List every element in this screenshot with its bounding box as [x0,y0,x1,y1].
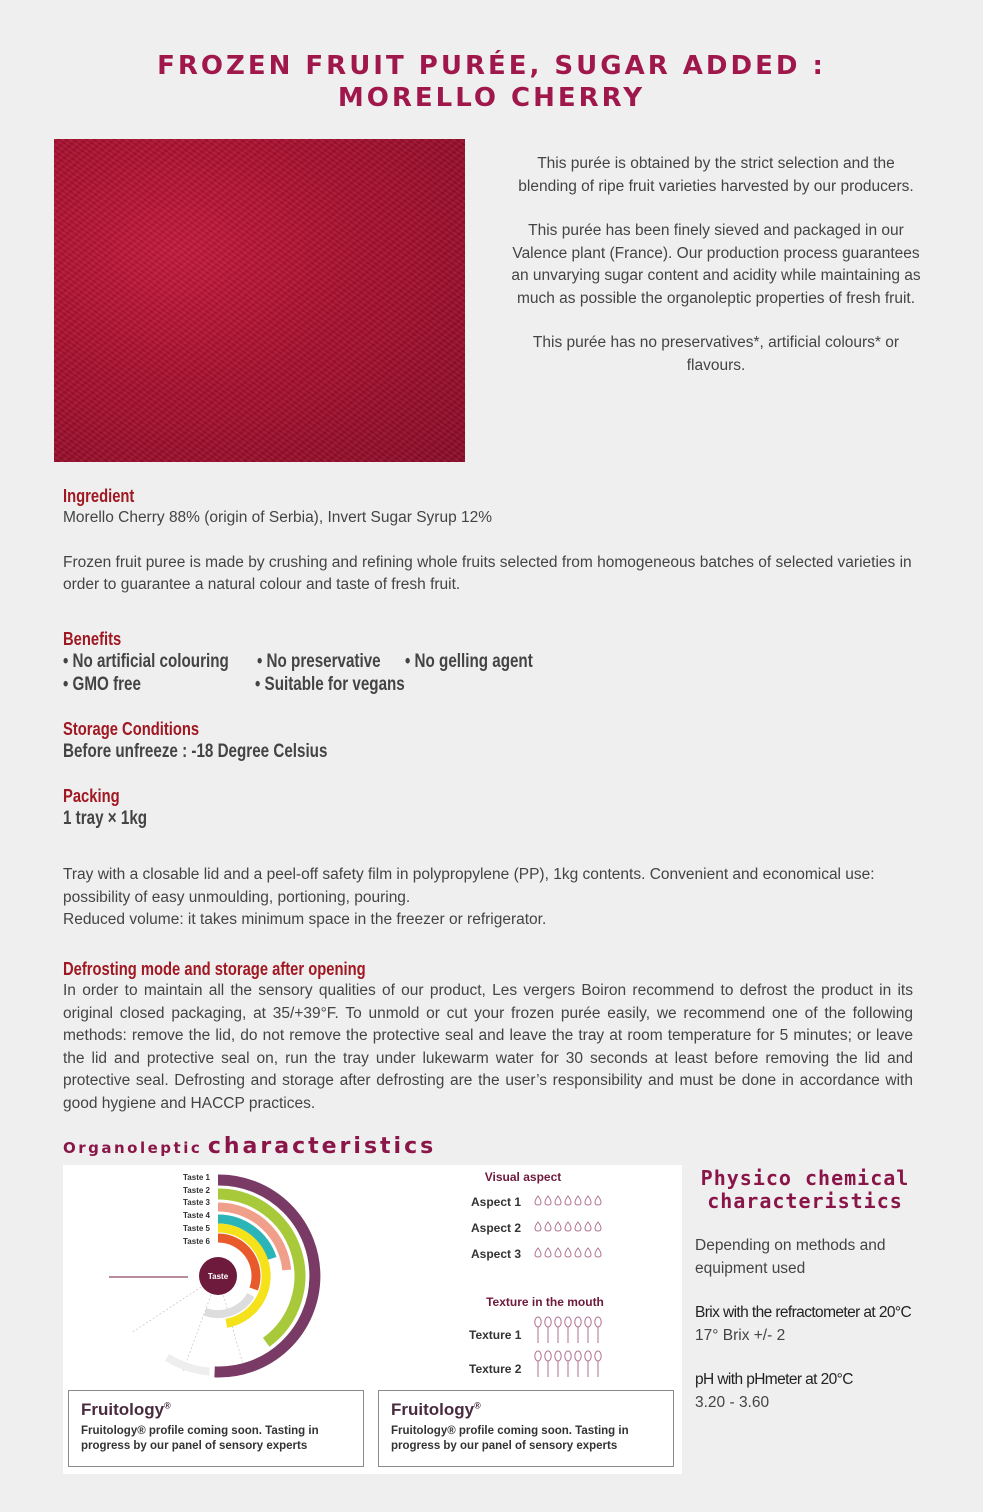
taste-label: Taste 6 [183,1237,210,1246]
benefit-item: • No preservative [257,651,381,672]
physico-section [695,1167,915,1414]
aspect-label: Aspect 3 [471,1247,522,1261]
ingredient-description: Frozen fruit puree is made by crushing and refining whole fruits selected from homogeneous batches of selected varieties in order to guarantee a natural colour and taste of fresh fruit. [63,553,912,593]
spoon-icon [585,1317,591,1327]
fruitology-box [378,1390,674,1467]
fruitology-reg: ® [164,1400,171,1411]
ingredient-list: Morello Cherry 88% (origin of Serbia), Invert Sugar Syrup 12% [63,509,493,526]
spoon-icon [545,1317,551,1327]
spoon-icon [585,1351,591,1361]
drop-icon [545,1222,551,1231]
spoon-icon [555,1317,561,1327]
page-title [0,50,983,114]
organoleptic-title-large: characteristics [207,1134,437,1159]
drop-icon [595,1196,601,1205]
packing-heading: Packing [63,786,120,806]
title-line-1: FROZEN FRUIT PURÉE, SUGAR ADDED : [157,51,826,81]
storage-section [63,719,913,763]
fruitology-text: Fruitology® profile coming soon. Tasting in progress by our panel of sensory experts [81,1425,319,1452]
organoleptic-title [63,1134,436,1159]
defrosting-text: In order to maintain all the sensory qualities of our product, Les vergers Boiron recommend to defrost the product in its original closed packaging, at 35/+39°F. To unmold or cut your frozen purée easily, we recommend one of the following methods: remove the lid, do not remove the protective seal and leave the tray at room temperature for 5 minutes; or leave the lid and protective seal on, run the tray under lukewarm water for 30 seconds at least before removing the lid and protective seal. Defrosting and storage after defrosting are the user’s responsibility and must be done in accordance with good hygiene and HACCP practices. [63,982,913,1112]
drop-icon [575,1196,581,1205]
aspect-label: Aspect 2 [471,1221,522,1235]
visual-aspect-heading: Visual aspect [484,1170,562,1184]
ph-label: pH with pHmeter at 20°C [695,1371,853,1388]
drop-icon [535,1248,541,1257]
fruitology-reg: ® [474,1400,481,1411]
texture-label: Texture 1 [469,1328,522,1342]
texture-label: Texture 2 [469,1362,522,1376]
benefits-heading: Benefits [63,629,122,649]
taste-label: Taste 2 [183,1186,210,1195]
title-line-2: MORELLO CHERRY [337,83,646,113]
drop-icon [575,1248,581,1257]
brix-value: 17° Brix +/- 2 [695,1326,786,1344]
benefit-item: • No artificial colouring [63,651,229,672]
drop-icon [565,1196,571,1205]
fruitology-title: Fruitology [81,1400,165,1419]
taste-label: Taste 5 [183,1224,210,1233]
spoon-icon [555,1351,561,1361]
intro-paragraph-2: This purée has been finely sieved and packaged in our Valence plant (France). Our production process guarantees an unvarying sugar content and acidity while maintaining as much as possible the organoleptic properties of fresh fruit. [511,222,921,307]
spoon-icon [565,1317,571,1327]
taste-label: Taste 4 [183,1211,210,1220]
packing-section [63,786,913,830]
drop-icons [535,1196,601,1257]
spoon-icon [535,1351,541,1361]
drop-icon [575,1222,581,1231]
drop-icon [555,1222,561,1231]
spoon-icon [595,1351,601,1361]
benefit-item: • No gelling agent [405,651,533,672]
spoon-icon [595,1317,601,1327]
benefits-section [63,629,913,698]
intro-text [510,153,922,399]
drop-icon [565,1248,571,1257]
brix-label: Brix with the refractometer at 20°C [695,1304,912,1321]
aspect-label: Aspect 1 [471,1195,522,1209]
packing-text: 1 tray × 1kg [63,808,148,829]
drop-icon [535,1222,541,1231]
ingredient-heading: Ingredient [63,486,135,506]
spoon-icon [545,1351,551,1361]
taste-label: Taste 1 [183,1173,210,1182]
spoon-icon [575,1351,581,1361]
organoleptic-title-small: Organoleptic [63,1139,203,1157]
benefit-item: • Suitable for vegans [255,674,405,695]
drop-icon [585,1222,591,1231]
taste-center-label: Taste [207,1272,229,1281]
drop-icon [585,1248,591,1257]
drop-icon [555,1196,561,1205]
fruitology-box [68,1390,364,1467]
spoon-icon [565,1351,571,1361]
ph-value: 3.20 - 3.60 [695,1393,770,1411]
defrosting-section [63,959,913,1115]
taste-ring-empty [167,1357,210,1371]
benefit-item: • GMO free [63,674,141,695]
fruitology-title: Fruitology [391,1400,475,1419]
intro-paragraph-1: This purée is obtained by the strict selection and the blending of ripe fruit varieties harvested by our producers. [518,155,914,195]
taste-label: Taste 3 [183,1198,210,1207]
packing-description [63,864,913,932]
drop-icon [595,1248,601,1257]
intro-paragraph-3: This purée has no preservatives*, artificial colours* or flavours. [532,334,900,374]
storage-text: Before unfreeze : -18 Degree Celsius [63,741,328,762]
ingredient-section [63,486,913,597]
spoon-icon [535,1317,541,1327]
physico-title: Physico chemical characteristics [700,1166,910,1213]
storage-heading: Storage Conditions [63,719,200,739]
drop-icon [545,1248,551,1257]
physico-intro: Depending on methods and equipment used [695,1237,886,1277]
texture-heading: Texture in the mouth [486,1295,604,1309]
defrosting-heading: Defrosting mode and storage after opening [63,959,366,979]
drop-icon [585,1196,591,1205]
packing-description-2: Reduced volume: it takes minimum space in the freezer or refrigerator. [63,911,547,928]
drop-icon [545,1196,551,1205]
drop-icon [555,1248,561,1257]
fruitology-text: Fruitology® profile coming soon. Tasting in progress by our panel of sensory experts [391,1425,629,1452]
drop-icon [535,1196,541,1205]
spoon-icon [575,1317,581,1327]
product-photo [54,139,465,462]
drop-icon [595,1222,601,1231]
drop-icon [565,1222,571,1231]
packing-description-1: Tray with a closable lid and a peel-off safety film in polypropylene (PP), 1kg contents. Convenient and economical use: possibility of easy unmoulding, portioning, pouring. [63,866,875,906]
spoon-icons [535,1317,601,1377]
